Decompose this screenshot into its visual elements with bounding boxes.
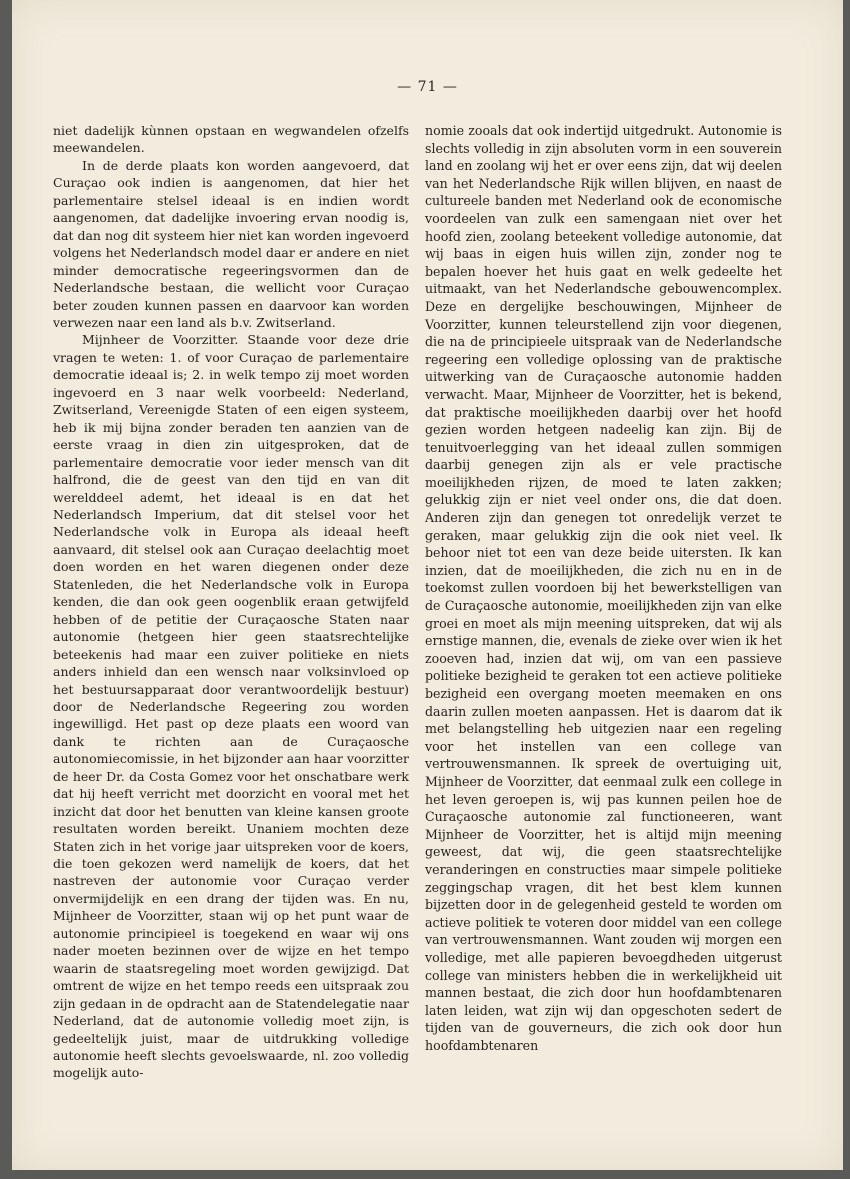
scan-background <box>0 1170 850 1179</box>
paragraph: nomie zooals dat ook indertijd uitgedrukt. Autonomie is slechts volledig in zijn absoluten vorm in een souverein land en zoolang wij het er over eens zijn, dat wij deelen van het Nederlandsche Rijk willen blijven, en naast de cultureele banden met Nederland ook de economische voordeelen van zulk een samengaan niet over het hoofd zien, zoolang beteekent volledige autonomie, dat wij baas in eigen huis willen zijn, zonder nog te bepalen hoever het huis gaat en welk gedeelte het uitmaakt, van het Nederlandsche gebouwencomplex. Deze en dergelijke beschouwingen, Mijnheer de Voorzitter, kunnen teleurstellend zijn voor diegenen, die na de principieele uitspraak van de Nederlandsche regeering een volledige oplossing van de praktische uitwerking van de Curaçaosche autonomie hadden verwacht. Maar, Mijnheer de Voorzitter, het is bekend, dat praktische moeilijkheden daarbij over het hoofd gezien worden hetgeen nadeelig kan zijn. Bij de tenuitvoerlegging van het ideaal zullen sommigen daarbij genegen zijn als er vele practische moeilijkheden rijzen, de moed te laten zakken; gelukkig zijn er niet veel onder ons, die dat doen. Anderen zijn dan genegen tot onredelijk verzet te geraken, maar gelukkig zijn die ook niet veel. Ik behoor niet tot een van deze beide uitersten. Ik kan inzien, dat de moeilijkheden, die zich nu en in de toekomst zullen voordoen bij het bewerkstelligen van de Curaçaosche autonomie, moeilijkheden zijn van elke groei en moet als mijn meening uitspreken, dat wij als ernstige mannen, die, evenals de zieke over wien ik het zooeven had, inzien dat wij, om van een passieve politieke bezigheid te geraken tot een actieve politieke bezigheid een overgang moeten meemaken en ons daarin zullen moeten aanpassen. Het is daarom dat ik met belangstelling heb uitgezien naar een regeling voor het instellen van een college van vertrouwensmannen. Ik spreek de overtuiging uit, Mijnheer de Voorzitter, dat eenmaal zulk een college in het leven geroepen is, wij pas kunnen peilen hoe de Curaçaosche autonomie zal functioneeren, want Mijnheer de Voorzitter, het is altijd mijn meening geweest, dat wij, die geen staatsrechtelijke veranderingen en constructies maar simpele politieke zeggingschap vragen, dit het best klem kunnen bijzetten door in de gelegenheid gesteld te worden om actieve politiek te voteren door middel van een college van vertrouwensmannen. Want zouden wij morgen een volledige, met alle papieren bevoegdheden uitgerust college van ministers hebben die in werkelijkheid uit mannen bestaat, die zich door hun hoofdambtenaren laten leiden, wat zijn wij dan opgeschoten sedert de tijden van de gouverneurs, die zich ook door hun hoofdambtenaren <box>425 123 782 1053</box>
document-page <box>12 0 843 1170</box>
paragraph: niet dadelijk kùnnen opstaan en wegwandelen ofzelfs meewandelen. <box>53 123 409 156</box>
paragraph: Mijnheer de Voorzitter. Staande voor deze drie vragen te weten: 1. of voor Curaçao de parlementaire democratie ideaal is; 2. in welk tempo zij moet worden ingevoerd en 3 naar welk voorbeeld: Nederland, Zwitserland, Vereenigde Staten of een eigen systeem, heb ik mij bijna zonder beraden ten aanzien van de eerste vraag in dien zin uitgesproken, dat de parlementaire democratie voor ieder mensch van dit halfrond, die de geest van den tijd en van dit werelddeel ademt, het ideaal is en dat het Nederlandsch Imperium, dat dit stelsel voor het Nederlandsche volk in Europa als ideaal heeft aanvaard, dit stelsel ook aan Curaçao deelachtig moet doen worden en het waren diegenen onder deze Statenleden, die het Nederlandsche volk in Europa kenden, die dan ook geen oogenblik eraan getwijfeld hebben of de petitie der Curaçaosche Staten naar autonomie (hetgeen hier geen staatsrechtelijke beteekenis had maar een zuiver politieke en niets anders inhield dan een wensch naar volksinvloed op het bestuursapparaat door verantwoordelijk bestuur) door de Nederlandsche Regeering zou worden ingewilligd. Het past op deze plaats een woord van dank te richten aan de Curaçaosche autonomiecomissie, in het bijzonder aan haar voorzitter de heer Dr. da Costa Gomez voor het onschatbare werk dat hij heeft verricht met doorzicht en vooral met het inzicht dat door het benutten van kleine kansen groote resultaten worden bereikt. Unaniem mochten deze Staten zich in het vorige jaar uitspreken voor de koers, die toen gekozen werd namelijk de koers, dat het nastreven der autonomie voor Curaçao verder onvermijdelijk en een drang der tijden was. En nu, Mijnheer de Voorzitter, staan wij op het punt waar de autonomie principieel is toegekend en waar wij ons nader moeten bezinnen over de wijze en het tempo waarin de staatsregeling moet worden gewijzigd. Dat omtrent de wijze en het tempo reeds een uitspraak zou zijn gedaan in de opdracht aan de Statendelegatie naar Nederland, dat de autonomie volledig moet zijn, is gedeeltelijk juist, maar de uitdrukking volledige autonomie heeft slechts gevoelswaarde, nl. zoo volledig mogelijk auto- <box>53 332 409 1081</box>
page-number: — 71 — <box>397 79 458 95</box>
paragraph: In de derde plaats kon worden aangevoerd, dat Curaçao ook indien is aangenomen, dat hier het parlementaire stelsel ideaal is en indien wordt aangenomen, dat dadelijke invoering ervan noodig is, dat dan nog dit systeem hier niet kan worden ingevoerd volgens het Nederlandsch model daar er andere en niet minder democratische regeeringsvormen dan de Nederlandsche bestaan, die wellicht voor Curaçao beter zouden kunnen passen en daarvoor kan worden verwezen naar een land als b.v. Zwitserland. <box>53 157 409 330</box>
left-column <box>53 122 409 1082</box>
right-column <box>425 122 782 1054</box>
